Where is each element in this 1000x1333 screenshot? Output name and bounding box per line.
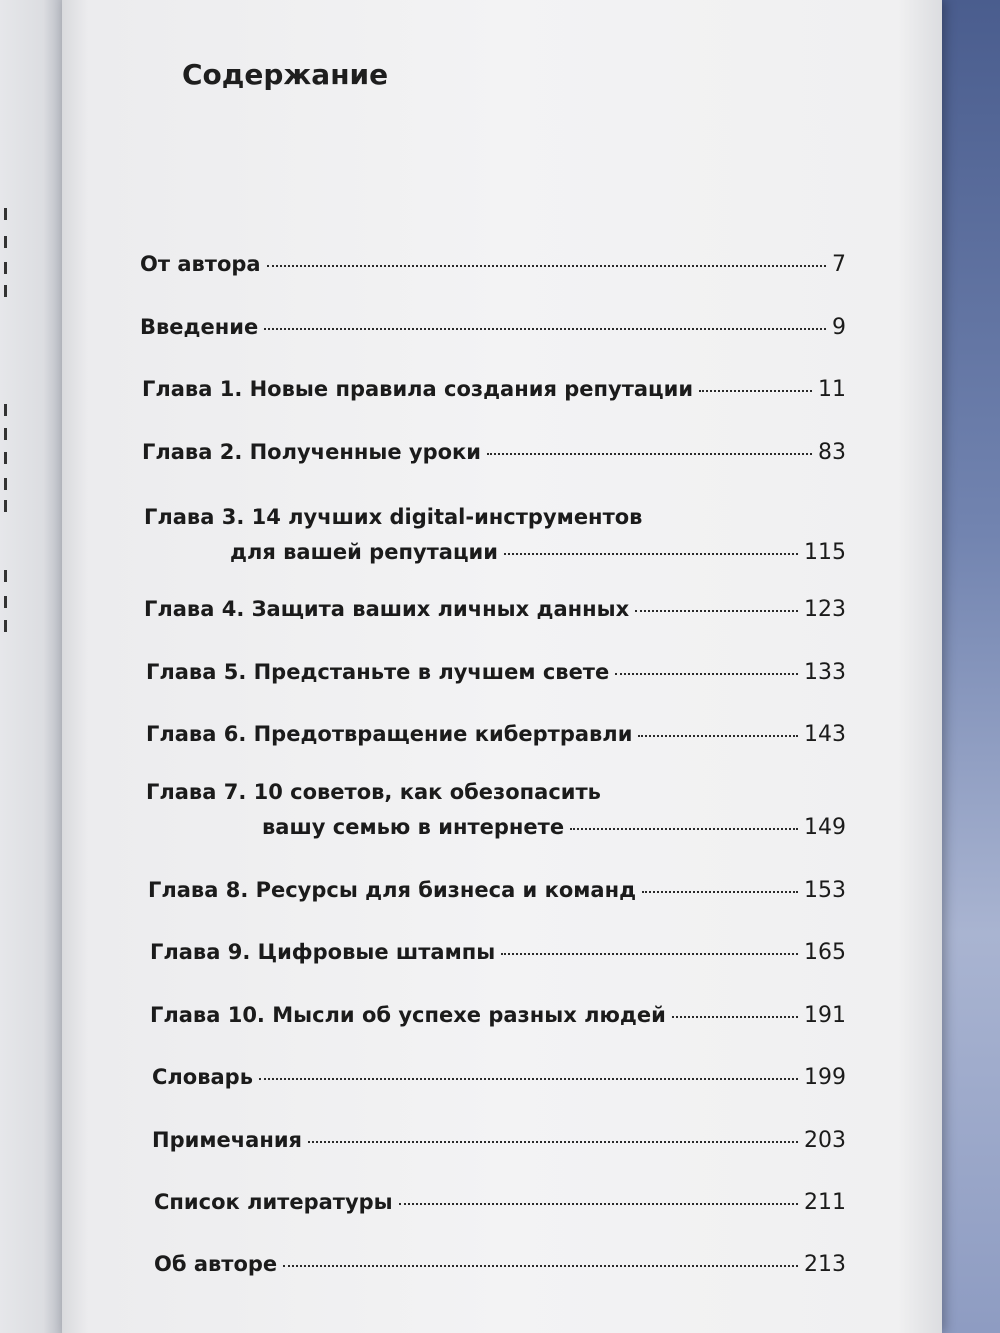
toc-entry [146,660,846,685]
toc-page-number: 203 [804,1128,846,1153]
toc-page-number: 213 [804,1252,846,1277]
toc-page-number: 123 [804,597,846,622]
toc-entry-heading: Глава 3. 14 лучших digital-инструментов [144,505,643,529]
dot-leader [501,953,798,955]
toc-entry-label: Введение [140,315,259,339]
adjacent-text-fragment [4,285,7,297]
toc-entry [144,597,846,622]
toc-entry [150,940,846,965]
toc-entry [140,315,846,340]
toc-entry-label: Об авторе [154,1252,278,1276]
dot-leader [699,390,812,392]
toc-page-number: 83 [818,440,846,465]
adjacent-text-fragment [4,428,7,440]
adjacent-text-fragment [4,452,7,464]
toc-entry [154,1252,846,1277]
toc-page-number: 143 [804,722,846,747]
toc-page-number: 153 [804,878,846,903]
adjacent-text-fragment [4,500,7,512]
adjacent-page-edge [0,0,62,1333]
dot-leader [638,735,798,737]
adjacent-text-fragment [4,236,7,248]
adjacent-text-fragment [4,262,7,274]
toc-entry-label: Глава 5. Предстаньте в лучшем свете [146,660,610,684]
toc-entry-label: Примечания [152,1128,303,1152]
toc-entry-label: Словарь [152,1065,253,1089]
toc-entry [230,540,846,565]
toc-entry-label: От автора [140,252,261,276]
dot-leader [259,1078,798,1080]
toc-page-number: 149 [804,815,846,840]
dot-leader [642,891,798,893]
toc-entry-label: Глава 1. Новые правила создания репутации [142,377,694,401]
fabric-background [940,0,1000,1333]
toc-page-number: 115 [804,540,846,565]
toc-entry-label: Глава 10. Мысли об успехе разных людей [150,1003,666,1027]
dot-leader [399,1203,798,1205]
dot-leader [264,328,826,330]
toc-page-number: 11 [818,377,846,402]
toc-page-number: 199 [804,1065,846,1090]
toc-entry [142,377,846,402]
toc-page-number: 191 [804,1003,846,1028]
adjacent-text-fragment [4,596,7,608]
toc-entry [262,815,846,840]
toc-entry [142,440,846,465]
dot-leader [570,828,798,830]
toc-entry-label: Список литературы [154,1190,393,1214]
toc-entry [140,252,846,277]
toc-entry-label: для вашей репутации [230,540,498,564]
toc-entry [148,878,846,903]
toc-entry [152,1065,846,1090]
dot-leader [308,1141,798,1143]
dot-leader [615,673,798,675]
adjacent-text-fragment [4,208,7,220]
dot-leader [267,265,826,267]
toc-entry-label: Глава 6. Предотвращение кибертравли [146,722,633,746]
adjacent-text-fragment [4,620,7,632]
toc-page-number: 165 [804,940,846,965]
toc-entry-heading: Глава 7. 10 советов, как обезопасить [146,780,601,804]
toc-entry-label: Глава 2. Полученные уроки [142,440,482,464]
toc-entry [152,1128,846,1153]
toc-page-number: 7 [832,252,846,277]
dot-leader [283,1265,798,1267]
toc-entry-label: Глава 9. Цифровые штампы [150,940,496,964]
toc-entry [150,1003,846,1028]
dot-leader [487,453,812,455]
adjacent-text-fragment [4,570,7,582]
toc-entry [154,1190,846,1215]
dot-leader [672,1016,798,1018]
dot-leader [635,610,798,612]
adjacent-text-fragment [4,404,7,416]
dot-leader [504,553,798,555]
adjacent-text-fragment [4,478,7,490]
page-title: Содержание [182,58,389,91]
toc-page-number: 9 [832,315,846,340]
toc-page-number: 211 [804,1190,846,1215]
toc-entry-label: вашу семью в интернете [262,815,565,839]
toc-page-number: 133 [804,660,846,685]
toc-entry-label: Глава 8. Ресурсы для бизнеса и команд [148,878,637,902]
toc-entry [146,722,846,747]
toc-entry-label: Глава 4. Защита ваших личных данных [144,597,630,621]
